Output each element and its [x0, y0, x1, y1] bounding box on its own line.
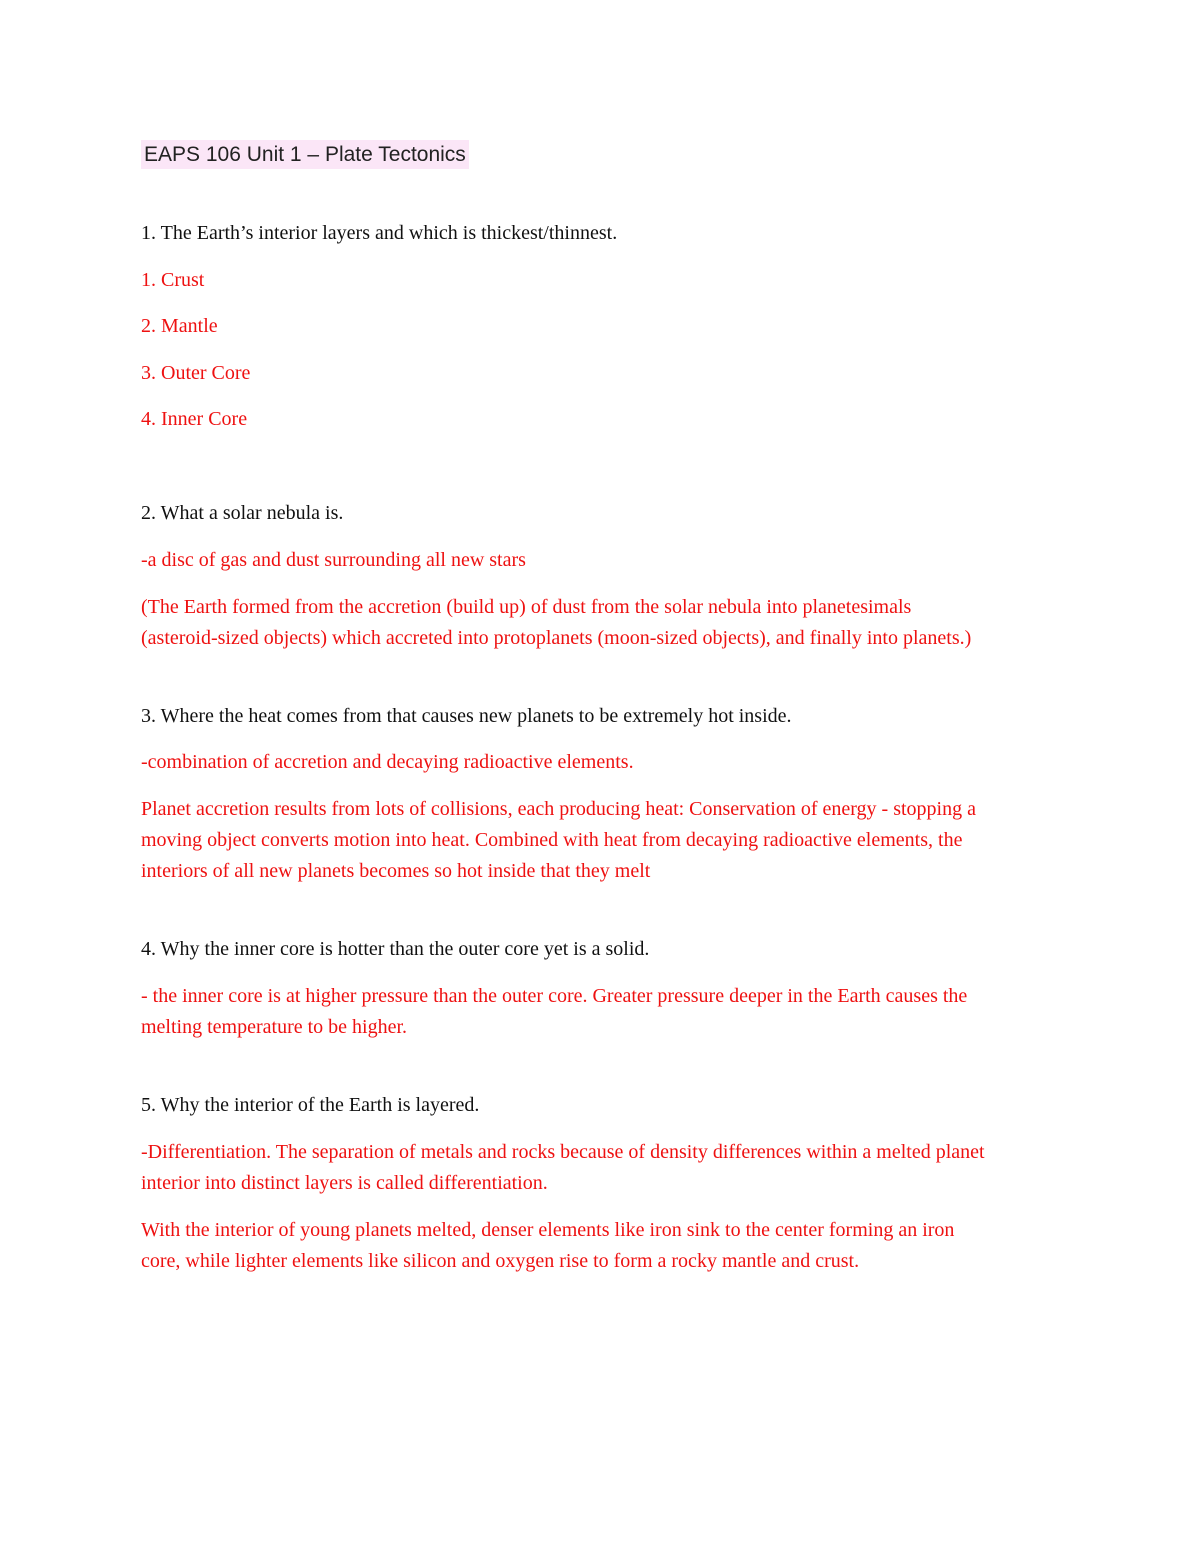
answer-2-long-line-2: (asteroid-sized objects) which accreted into protoplanets (moon-sized objects), and finally into planets.)	[141, 627, 972, 649]
answer-2-long-line-1: (The Earth formed from the accretion (build up) of dust from the solar nebula into planetesimals	[141, 596, 912, 618]
question-3: 3. Where the heat comes from that causes new planets to be extremely hot inside.	[141, 705, 792, 727]
answer-4-line-1: - the inner core is at higher pressure than the outer core. Greater pressure deeper in the Earth causes the	[141, 985, 968, 1007]
answer-3-short: -combination of accretion and decaying radioactive elements.	[141, 751, 634, 773]
answer-1-item-3: 3. Outer Core	[141, 362, 251, 384]
answer-1-item-2: 2. Mantle	[141, 315, 218, 337]
answer-3-long-line-3: interiors of all new planets becomes so hot inside that they melt	[141, 860, 651, 882]
answer-5-short-line-2: interior into distinct layers is called differentiation.	[141, 1172, 548, 1194]
question-5: 5. Why the interior of the Earth is layered.	[141, 1094, 480, 1116]
question-4: 4. Why the inner core is hotter than the outer core yet is a solid.	[141, 938, 650, 960]
question-1: 1. The Earth’s interior layers and which is thickest/thinnest.	[141, 222, 618, 244]
answer-1-item-4: 4. Inner Core	[141, 408, 248, 430]
answer-3-long-line-1: Planet accretion results from lots of collisions, each producing heat: Conservation of energy - stopping a	[141, 798, 976, 820]
question-2: 2. What a solar nebula is.	[141, 502, 344, 524]
answer-4-line-2: melting temperature to be higher.	[141, 1016, 408, 1038]
answer-5-long-line-1: With the interior of young planets melted, denser elements like iron sink to the center forming an iron	[141, 1219, 955, 1241]
answer-2-short: -a disc of gas and dust surrounding all new stars	[141, 549, 526, 571]
document-title: EAPS 106 Unit 1 – Plate Tectonics	[141, 140, 469, 169]
answer-5-long-line-2: core, while lighter elements like silicon and oxygen rise to form a rocky mantle and crust.	[141, 1250, 860, 1272]
answer-5-short-line-1: -Differentiation. The separation of metals and rocks because of density differences within a melted planet	[141, 1141, 985, 1163]
answer-1-item-1: 1. Crust	[141, 269, 205, 291]
answer-3-long-line-2: moving object converts motion into heat. Combined with heat from decaying radioactive elements, the	[141, 829, 963, 851]
